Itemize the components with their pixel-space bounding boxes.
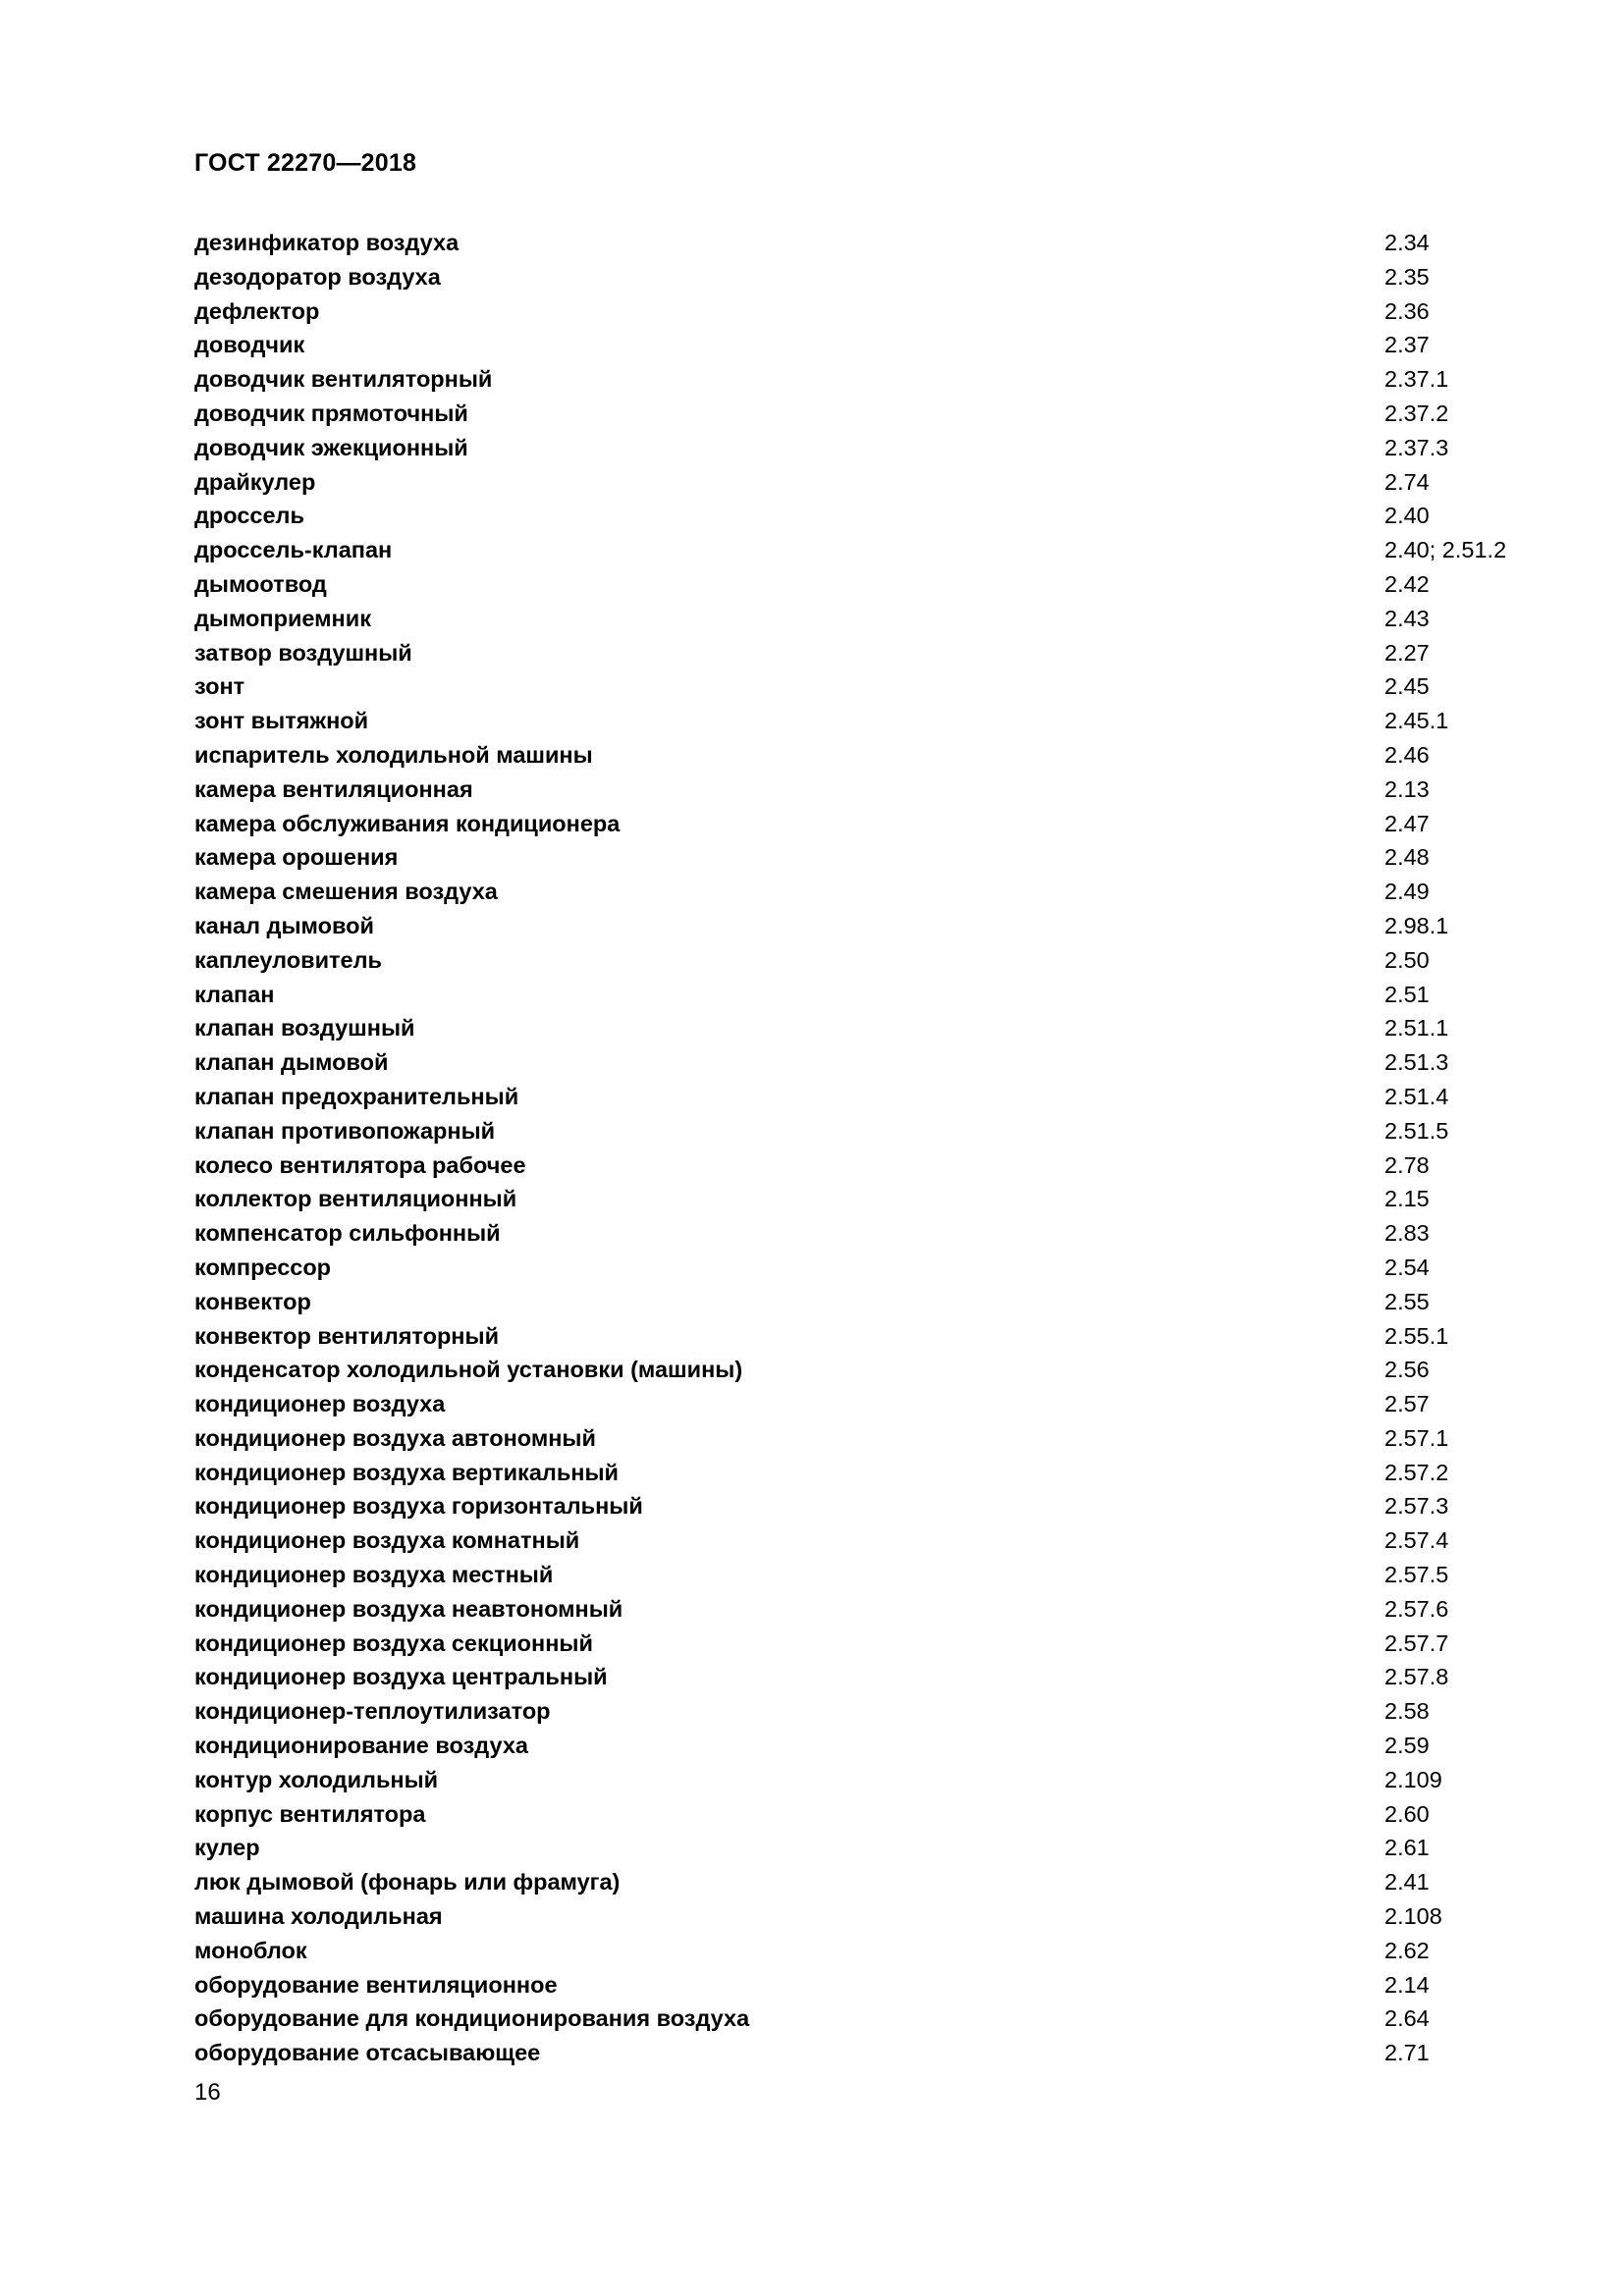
index-row <box>194 328 1549 362</box>
index-term: кондиционер воздуха горизонтальный <box>194 1493 643 1520</box>
index-term: клапан предохранительный <box>194 1083 519 1109</box>
index-term: камера вентиляционная <box>194 775 473 802</box>
index-row <box>194 875 1549 909</box>
index-reference: 2.57 <box>1384 1391 1430 1417</box>
index-term: оборудование вентиляционное <box>194 1971 558 1998</box>
index-row <box>194 1934 1549 1968</box>
index-term: камера орошения <box>194 844 399 871</box>
index-reference: 2.51.4 <box>1384 1083 1449 1109</box>
index-reference: 2.51.3 <box>1384 1049 1449 1076</box>
index-term: кондиционер воздуха автономный <box>194 1424 596 1451</box>
index-reference: 2.35 <box>1384 263 1430 290</box>
index-row <box>194 1694 1549 1729</box>
index-reference: 2.59 <box>1384 1733 1430 1759</box>
index-row <box>194 533 1549 567</box>
index-reference: 2.60 <box>1384 1800 1430 1827</box>
index-term: конденсатор холодильной установки (машины) <box>194 1357 743 1383</box>
index-reference: 2.37 <box>1384 332 1430 358</box>
index-reference: 2.43 <box>1384 605 1430 631</box>
index-row <box>194 943 1549 978</box>
index-term: кондиционер-теплоутилизатор <box>194 1698 551 1725</box>
index-reference: 2.14 <box>1384 1971 1430 1998</box>
index-reference: 2.54 <box>1384 1254 1430 1280</box>
index-term: дымоотвод <box>194 570 327 597</box>
index-term: дезодоратор воздуха <box>194 263 441 290</box>
index-reference: 2.57.4 <box>1384 1527 1449 1554</box>
index-reference: 2.109 <box>1384 1766 1442 1792</box>
index-row <box>194 397 1549 431</box>
index-term: дефлектор <box>194 297 320 324</box>
index-term: клапан противопожарный <box>194 1117 496 1144</box>
index-reference: 2.42 <box>1384 570 1430 597</box>
index-term: кондиционер воздуха центральный <box>194 1664 608 1690</box>
index-term: камера обслуживания кондиционера <box>194 810 621 836</box>
index-row <box>194 1148 1549 1183</box>
index-reference: 2.45.1 <box>1384 708 1449 734</box>
index-row <box>194 1865 1549 1899</box>
index-row <box>194 1968 1549 2002</box>
index-term: кондиционер воздуха неавтономный <box>194 1595 623 1622</box>
index-term: корпус вентилятора <box>194 1800 426 1827</box>
index-row <box>194 1523 1549 1558</box>
index-row <box>194 1353 1549 1387</box>
index-reference: 2.57.2 <box>1384 1459 1449 1485</box>
index-reference: 2.57.1 <box>1384 1424 1449 1451</box>
index-row <box>194 1660 1549 1694</box>
index-term: кондиционер воздуха вертикальный <box>194 1459 619 1485</box>
index-term: кондиционер воздуха <box>194 1391 446 1417</box>
index-reference: 2.55 <box>1384 1288 1430 1314</box>
index-row <box>194 1627 1549 1661</box>
index-row <box>194 1251 1549 1285</box>
index-reference: 2.61 <box>1384 1835 1430 1861</box>
index-row <box>194 1763 1549 1797</box>
index-row <box>194 1729 1549 1763</box>
index-reference: 2.51.1 <box>1384 1015 1449 1041</box>
index-row <box>194 2002 1549 2036</box>
index-reference: 2.62 <box>1384 1937 1430 1963</box>
index-reference: 2.49 <box>1384 879 1430 905</box>
index-term: камера смешения воздуха <box>194 879 498 905</box>
index-row <box>194 1285 1549 1319</box>
index-term: кулер <box>194 1835 260 1861</box>
index-reference: 2.51.5 <box>1384 1117 1449 1144</box>
index-term: машина холодильная <box>194 1903 443 1930</box>
index-term: клапан воздушный <box>194 1015 415 1041</box>
index-reference: 2.51 <box>1384 981 1430 1007</box>
index-reference: 2.40; 2.51.2 <box>1384 537 1507 563</box>
index-term: колесо вентилятора рабочее <box>194 1151 526 1178</box>
index-row <box>194 807 1549 841</box>
index-reference: 2.37.1 <box>1384 366 1449 393</box>
index-row <box>194 1558 1549 1592</box>
index-term: кондиционер воздуха секционный <box>194 1629 593 1656</box>
page-number: 16 <box>194 2079 221 2106</box>
index-reference: 2.34 <box>1384 230 1430 255</box>
index-row <box>194 669 1549 704</box>
index-row <box>194 1489 1549 1523</box>
index-reference: 2.36 <box>1384 297 1430 324</box>
index-row <box>194 1114 1549 1148</box>
index-reference: 2.98.1 <box>1384 912 1449 938</box>
index-reference: 2.74 <box>1384 468 1430 495</box>
index-row <box>194 840 1549 875</box>
index-term: конвектор вентиляторный <box>194 1322 500 1349</box>
index-reference: 2.57.7 <box>1384 1629 1449 1656</box>
index-row <box>194 704 1549 738</box>
index-reference: 2.37.2 <box>1384 400 1449 426</box>
document-header: ГОСТ 22270—2018 <box>194 149 417 177</box>
index-reference: 2.64 <box>1384 2005 1430 2032</box>
index-reference: 2.50 <box>1384 946 1430 973</box>
index-reference: 2.57.3 <box>1384 1493 1449 1520</box>
index-row <box>194 1456 1549 1490</box>
index-row <box>194 1592 1549 1627</box>
index-row <box>194 465 1549 500</box>
index-reference: 2.37.3 <box>1384 434 1449 460</box>
index-row <box>194 260 1549 294</box>
index-row <box>194 499 1549 533</box>
index-row <box>194 431 1549 465</box>
index-reference: 2.47 <box>1384 810 1430 836</box>
index-row <box>194 773 1549 807</box>
index-row <box>194 1182 1549 1216</box>
index-reference: 2.57.6 <box>1384 1595 1449 1622</box>
index-row <box>194 978 1549 1012</box>
index-reference: 2.55.1 <box>1384 1322 1449 1349</box>
index-term: коллектор вентиляционный <box>194 1186 517 1212</box>
index-row <box>194 567 1549 602</box>
index-reference: 2.48 <box>1384 844 1430 871</box>
index-row <box>194 602 1549 636</box>
index-row <box>194 1387 1549 1421</box>
index-reference: 2.78 <box>1384 1151 1430 1178</box>
index-term: моноблок <box>194 1937 307 1963</box>
index-reference: 2.46 <box>1384 741 1430 768</box>
index-row <box>194 1899 1549 1934</box>
index-row <box>194 738 1549 773</box>
index-row <box>194 1080 1549 1114</box>
index-row <box>194 1831 1549 1865</box>
index-term: дроссель <box>194 503 304 529</box>
index-reference: 2.41 <box>1384 1869 1430 1896</box>
index-term: доводчик <box>194 332 305 358</box>
index-term: зонт вытяжной <box>194 708 369 734</box>
index-term: испаритель холодильной машины <box>194 741 593 768</box>
index-term: затвор воздушный <box>194 639 412 666</box>
index-term: клапан <box>194 981 275 1007</box>
index-row <box>194 1421 1549 1456</box>
index-term: компенсатор сильфонный <box>194 1220 501 1247</box>
index-reference: 2.45 <box>1384 673 1430 700</box>
index-term: доводчик эжекционный <box>194 434 468 460</box>
index-reference: 2.71 <box>1384 2040 1430 2066</box>
index-row <box>194 362 1549 397</box>
index-reference: 2.58 <box>1384 1698 1430 1725</box>
index-term: люк дымовой (фонарь или фрамуга) <box>194 1869 621 1896</box>
index-row <box>194 636 1549 670</box>
index-term: доводчик вентиляторный <box>194 366 493 393</box>
index-term: конвектор <box>194 1288 311 1314</box>
index-reference: 2.27 <box>1384 639 1430 666</box>
index-reference: 2.57.5 <box>1384 1562 1449 1588</box>
index-term: оборудование для кондиционирования воздуха <box>194 2005 750 2032</box>
index-term: канал дымовой <box>194 912 374 938</box>
index-reference: 2.108 <box>1384 1903 1442 1930</box>
index-row <box>194 1045 1549 1080</box>
index-term: кондиционирование воздуха <box>194 1733 528 1759</box>
index-row <box>194 226 1549 260</box>
index-reference: 2.15 <box>1384 1186 1430 1212</box>
index-row <box>194 1319 1549 1354</box>
index-term: контур холодильный <box>194 1766 439 1792</box>
index-row <box>194 294 1549 329</box>
index-term: оборудование отсасывающее <box>194 2040 541 2066</box>
index-term: каплеуловитель <box>194 946 382 973</box>
index-term: клапан дымовой <box>194 1049 389 1076</box>
index-term: драйкулер <box>194 468 316 495</box>
index-reference: 2.13 <box>1384 775 1430 802</box>
index-term: дроссель-клапан <box>194 537 393 563</box>
index-term: кондиционер воздуха комнатный <box>194 1527 580 1554</box>
index-row <box>194 1011 1549 1045</box>
index-row <box>194 1797 1549 1832</box>
index-term: кондиционер воздуха местный <box>194 1562 554 1588</box>
index-reference: 2.56 <box>1384 1357 1430 1383</box>
index-row <box>194 1216 1549 1251</box>
index-row <box>194 2036 1549 2070</box>
index-term: дымоприемник <box>194 605 371 631</box>
index-term: дезинфикатор воздуха <box>194 230 460 255</box>
index-reference: 2.40 <box>1384 503 1430 529</box>
index-term: доводчик прямоточный <box>194 400 468 426</box>
index-term: зонт <box>194 673 245 700</box>
index-reference: 2.83 <box>1384 1220 1430 1247</box>
index-term: компрессор <box>194 1254 332 1280</box>
index-row <box>194 909 1549 943</box>
term-index-list <box>194 226 1549 2070</box>
index-reference: 2.57.8 <box>1384 1664 1449 1690</box>
